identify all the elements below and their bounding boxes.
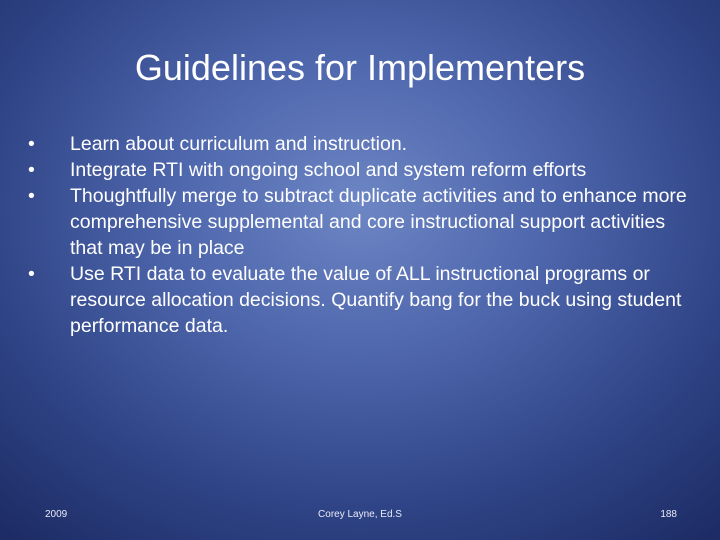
footer-page-number: 188 bbox=[660, 509, 677, 520]
bullet-item bbox=[28, 157, 688, 183]
bullet-icon: • bbox=[28, 263, 35, 285]
bullet-item bbox=[28, 131, 688, 157]
bullet-icon: • bbox=[28, 159, 35, 181]
bullet-text: Learn about curriculum and instruction. bbox=[70, 133, 408, 155]
bullet-text: Integrate RTI with ongoing school and system reform efforts bbox=[70, 159, 587, 181]
bullet-list bbox=[28, 131, 688, 339]
bullet-text: Thoughtfully merge to subtract duplicate activities and to enhance more comprehensive supplemental and core instructional support activities that may be in place bbox=[70, 185, 687, 259]
slide-title: Guidelines for Implementers bbox=[134, 47, 586, 88]
bullet-icon: • bbox=[28, 133, 35, 155]
bullet-text: Use RTI data to evaluate the value of ALL instructional programs or resource allocation decisions. Quantify bang for the buck using student performance data. bbox=[70, 263, 682, 337]
footer-date: 2009 bbox=[45, 509, 68, 520]
footer-author: Corey Layne, Ed.S bbox=[318, 509, 402, 520]
bullet-item bbox=[28, 183, 688, 261]
bullet-icon: • bbox=[28, 185, 35, 207]
bullet-item bbox=[28, 261, 688, 339]
